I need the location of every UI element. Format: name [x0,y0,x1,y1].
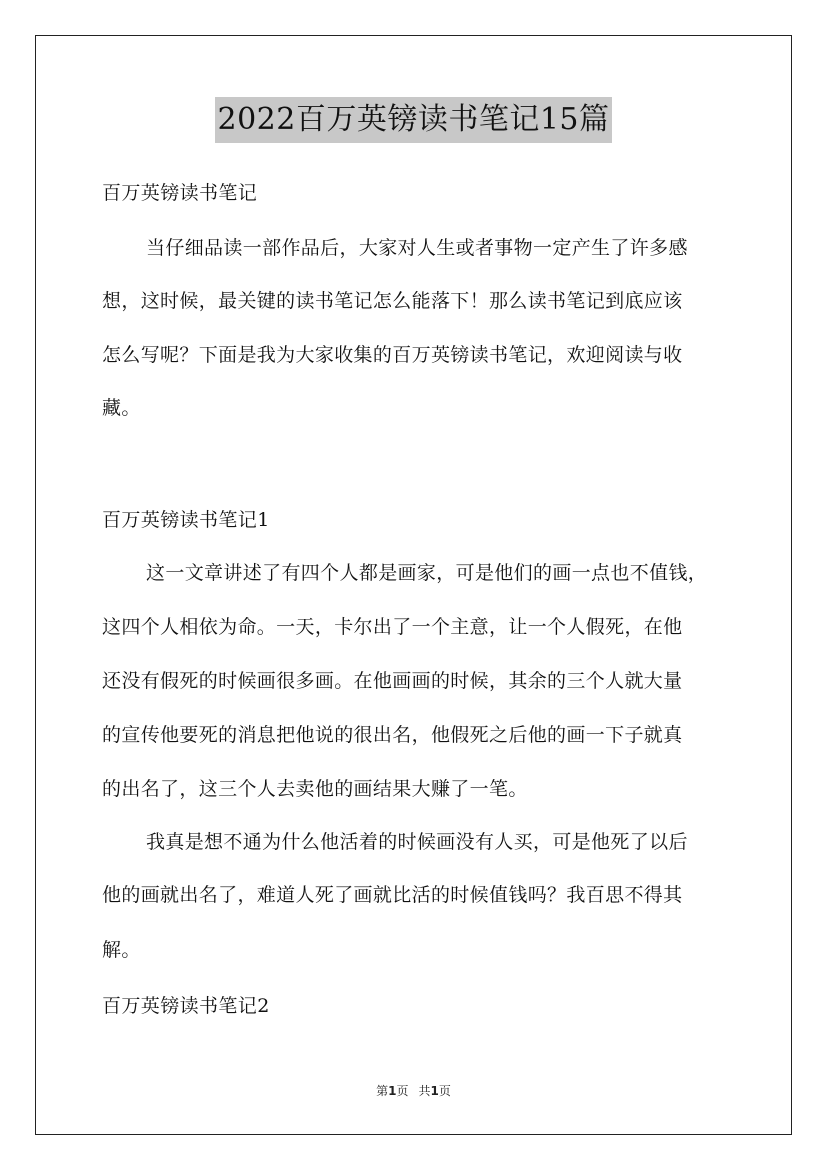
intro-line-1: 当仔细品读一部作品后，大家对人生或者事物一定产生了许多感 [146,237,688,259]
section1-p1-line-3: 还没有假死的时候画很多画。在他画画的时候，其余的三个人就大量 [102,670,683,692]
section1-p1-line-1: 这一文章讲述了有四个人都是画家，可是他们的画一点也不值钱， [146,562,708,584]
footer-page-prefix: 第 [376,1084,389,1098]
document-title: 2022百万英镑读书笔记15篇 [215,97,611,143]
title-container [0,97,827,143]
section1-p1-line-2: 这四个人相依为命。一天，卡尔出了一个主意，让一个人假死，在他 [102,616,683,638]
section1-p1-line-4: 的宣传他要死的消息把他说的很出名，他假死之后他的画一下子就真 [102,724,683,746]
page-footer [0,1082,827,1100]
footer-page-suffix: 页 [396,1084,409,1098]
section1-p2-line-2: 他的画就出名了，难道人死了画就比活的时候值钱吗？我百思不得其 [102,884,683,906]
footer-page-current: 1 [388,1084,397,1098]
footer-total-pages: 1 [430,1084,439,1098]
section1-p2-line-1: 我真是想不通为什么他活着的时候画没有人买，可是他死了以后 [146,831,688,853]
section1-p1-line-5: 的出名了，这三个人去卖他的画结果大赚了一笔。 [102,778,528,800]
footer-total-suffix: 页 [438,1084,451,1098]
section1-heading: 百万英镑读书笔记1 [102,509,270,531]
section2-heading: 百万英镑读书笔记2 [102,995,270,1017]
intro-line-2: 想，这时候，最关键的读书笔记怎么能落下！那么读书笔记到底应该 [102,290,683,312]
intro-heading: 百万英镑读书笔记 [102,182,258,204]
footer-total-prefix: 共 [418,1084,431,1098]
intro-line-4: 藏。 [102,397,141,419]
intro-line-3: 怎么写呢？下面是我为大家收集的百万英镑读书笔记，欢迎阅读与收 [102,344,683,366]
section1-p2-line-3: 解。 [102,939,141,961]
